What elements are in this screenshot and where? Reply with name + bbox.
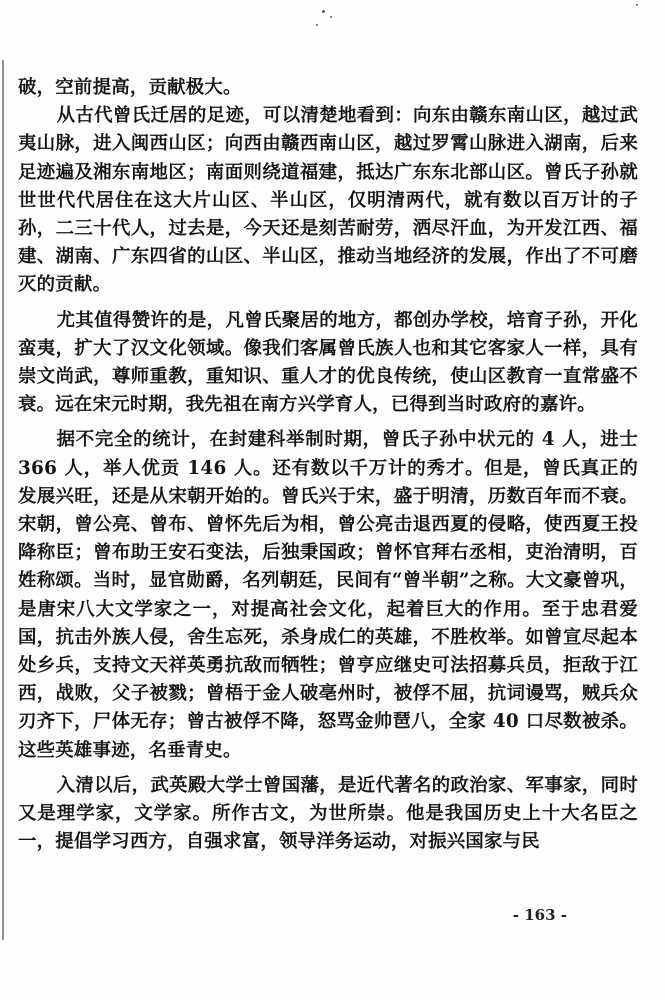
- page-number: - 163 -: [512, 906, 567, 924]
- scan-speck: [316, 24, 318, 26]
- paragraph-migration: 从古代曾氏迁居的足迹，可以清楚地看到：向东由赣东南山区，越过武夷山脉，进入闽西山区；向西由赣西南山区，越过罗霄山脉进入湖南，后来足迹遍及湘东南地区；南面则绕道福建，抵达广东东北部山区。曾氏子孙就世世代代居住在这大片山区、半山区，仅明清两代，就有数以百万计的子孙，二三十代人，过去是，今天还是刻苦耐劳，洒尽汗血，为开发江西、福建、湖南、广东四省的山区、半山区，推动当地经济的发展，作出了不可磨灭的贡献。: [18, 105, 638, 296]
- binding-edge-line: [2, 60, 4, 940]
- paragraph-education: 尤其值得赞许的是，凡曾氏聚居的地方，都创办学校，培育子孙，开化蛮夷，扩大了汉文化领域。像我们客属曾氏族人也和其它客家人一样，具有崇文尚武，尊师重教，重知识、重人才的优良传统，使山区教育一直常盛不衰。远在宋元时期，我先祖在南方兴学育人，已得到当时政府的嘉许。: [18, 309, 638, 416]
- scan-speck: [636, 4, 638, 6]
- paragraph-qing-dynasty: 入清以后，武英殿大学士曾国藩，是近代著名的政治家、军事家，同时又是理学家，文学家。所作古文，为世所崇。他是我国历史上十大名臣之一，提倡学习西方，自强求富，领导洋务运动，对振兴国家与民: [18, 774, 638, 853]
- paragraph-continuation: 破，空前提高，贡献极大。: [18, 77, 242, 98]
- paragraph-imperial-exam: 据不完全的统计，在封建科举制时期，曾氏子孙中状元的 4 人，进士 366 人，举人优贡 146 人。还有数以千万计的秀才。但是，曾氏真正的发展兴旺，还是从宋朝开始的。曾氏兴于宋，盛于明清，历数百年而不衰。宋朝，曾公亮、曾布、曾怀先后为相，曾公亮击退西夏的侵略，使西夏王投降称臣；曾布助王安石变法，后独秉国政；曾怀官拜右丞相，吏治清明，百姓称颂。当时，显官勋爵，名列朝廷，民间有“曾半朝”之称。大文豪曾巩，是唐宋八大文学家之一，对提高社会文化，起着巨大的作用。至于忠君爱国，抗击外族人侵，舍生忘死，杀身成仁的英雄，不胜枚举。如曾宣尽起本处乡兵，支持文天祥英勇抗敌而牺牲；曾亨应继史可法招募兵员，拒敌于江西，战败，父子被戮；曾梧于金人破亳州时，被俘不屈，抗词谩骂，贼兵众刃齐下，尸体无存；曾古被俘不降，怒骂金帅琶八，全家 40 口尽数被杀。这些英雄事迹，名垂青史。: [18, 429, 638, 761]
- body-text: [18, 74, 638, 856]
- scan-speck: [330, 16, 332, 18]
- scan-speck: [322, 10, 325, 13]
